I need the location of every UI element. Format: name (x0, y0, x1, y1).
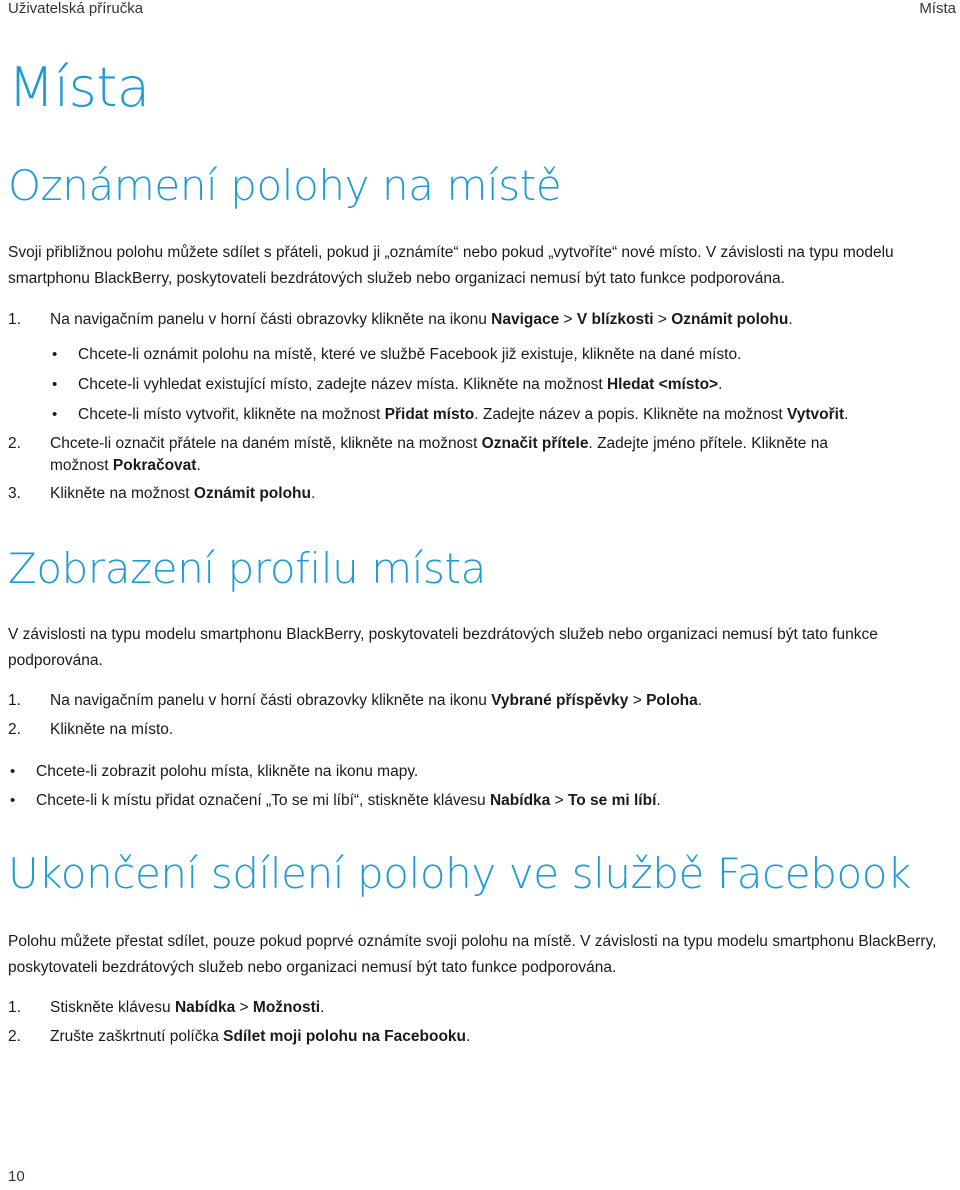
s2-step-2: Klikněte na místo. (50, 721, 174, 738)
s2-step-1: Na navigačním panelu v horní části obrazovky klikněte na ikonu Vybrané příspěvky > Poloha. (50, 692, 703, 709)
running-header-right: Místa (919, 0, 956, 17)
page-number: 10 (8, 1168, 25, 1185)
bullet-icon: • (52, 406, 58, 423)
section-title-place-profile: Zobrazení profilu místa (8, 544, 486, 593)
s1-step-2-continued: možnost Pokračovat. (50, 457, 201, 474)
s3-step-2: Zrušte zaškrtnutí políčka Sdílet moji polohu na Facebooku. (50, 1028, 471, 1045)
bullet-icon: • (10, 792, 16, 809)
section-1-intro: Svoji přibližnou polohu můžete sdílet s přáteli, pokud ji „oznámíte“ nebo pokud „vytvoříte“ nové místo. V závislosti na typu modelu smartphonu BlackBerry, poskytovateli bezdrátových služeb nebo organizaci nemusí být tato funkce podporována. (8, 244, 894, 287)
s1-bullet-1: Chcete-li oznámit polohu na místě, které ve službě Facebook již existuje, klikněte na dané místo. (78, 346, 742, 363)
bullet-icon: • (10, 763, 16, 780)
s3-step-1: Stiskněte klávesu Nabídka > Možnosti. (50, 999, 325, 1016)
step-number: 2. (8, 435, 21, 452)
section-2-intro: V závislosti na typu modelu smartphonu BlackBerry, poskytovateli bezdrátových služeb nebo organizaci nemusí být tato funkce podporována. (8, 626, 878, 669)
step-number: 2. (8, 1028, 21, 1045)
s1-bullet-2: Chcete-li vyhledat existující místo, zadejte název místa. Klikněte na možnost Hledat <místo>. (78, 376, 723, 393)
step-number: 1. (8, 311, 21, 328)
page-title: Místa (8, 56, 150, 119)
step-number: 3. (8, 485, 21, 502)
running-header-left: Uživatelská příručka (8, 0, 144, 17)
s1-bullet-3: Chcete-li místo vytvořit, klikněte na možnost Přidat místo. Zadejte název a popis. Klikněte na možnost Vytvořit. (78, 406, 849, 423)
section-title-stop-sharing: Ukončení sdílení polohy ve službě Facebook (8, 849, 912, 898)
section-title-announce-location: Oznámení polohy na místě (8, 161, 562, 210)
section-3-intro: Polohu můžete přestat sdílet, pouze pokud poprvé oznámíte svoji polohu na místě. V závislosti na typu modelu smartphonu BlackBerry, poskytovateli bezdrátových služeb nebo organizaci nemusí být tato funkce podporována. (8, 933, 937, 976)
bullet-icon: • (52, 346, 58, 363)
bullet-icon: • (52, 376, 58, 393)
s1-step-3: Klikněte na možnost Oznámit polohu. (50, 485, 316, 502)
step-number: 1. (8, 692, 21, 709)
step-number: 2. (8, 721, 21, 738)
s1-step-2: Chcete-li označit přátele na daném místě, klikněte na možnost Označit přítele. Zadejte jméno přítele. Klikněte na (50, 435, 828, 452)
s1-step-1: Na navigačním panelu v horní části obrazovky klikněte na ikonu Navigace > V blízkosti > Oznámit polohu. (50, 311, 793, 328)
s2-bullet-1: Chcete-li zobrazit polohu místa, klikněte na ikonu mapy. (36, 763, 419, 780)
s2-bullet-2: Chcete-li k místu přidat označení „To se mi líbí“, stiskněte klávesu Nabídka > To se mi líbí. (36, 792, 661, 809)
step-number: 1. (8, 999, 21, 1016)
